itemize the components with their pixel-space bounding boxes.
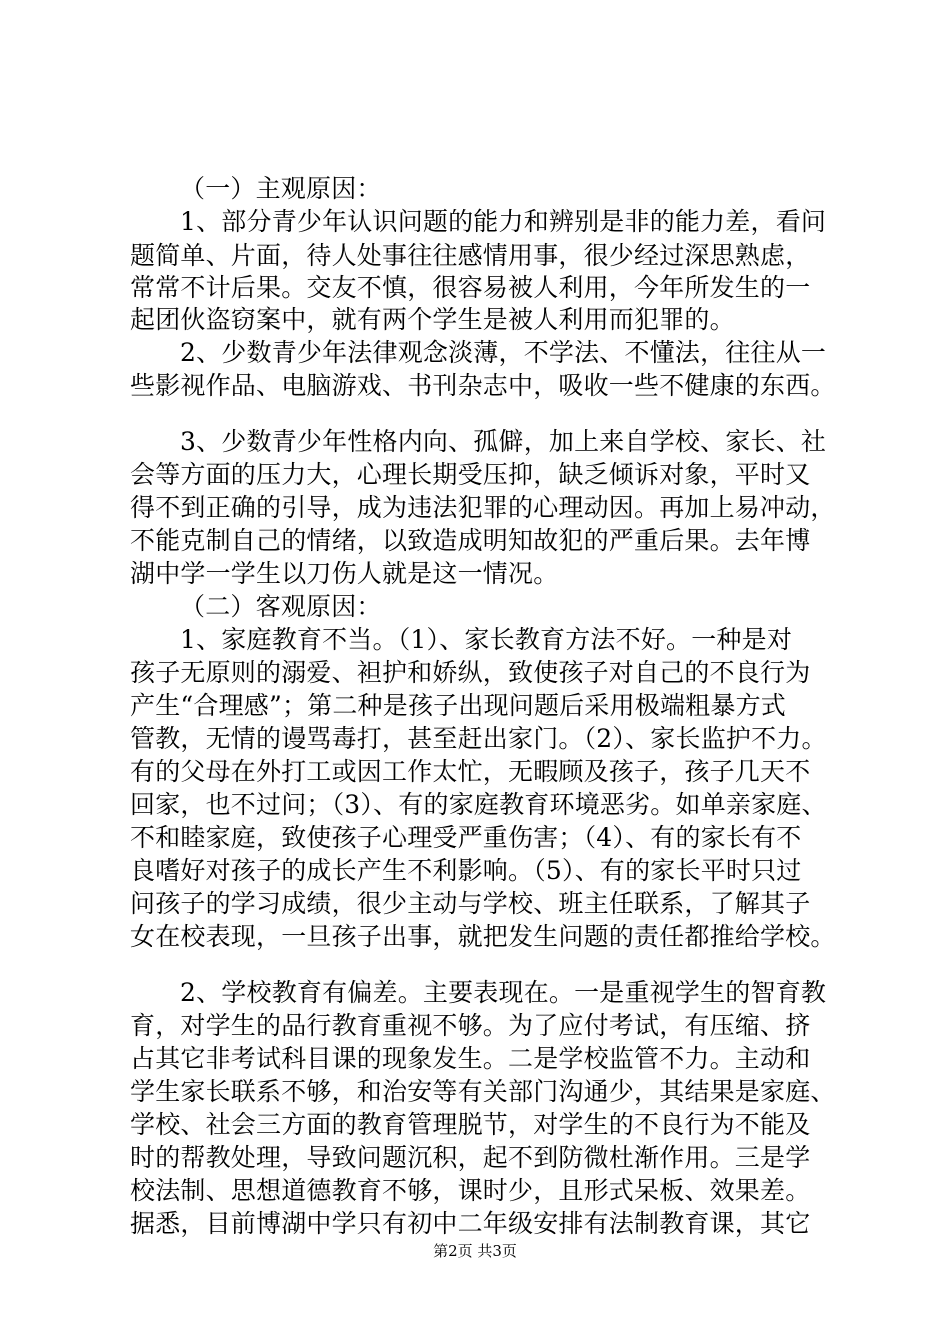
paragraph-line: 2、少数青少年法律观念淡薄，不学法、不懂法，往往从一 bbox=[180, 338, 827, 367]
heading-subjective-reasons: （一）主观原因： bbox=[180, 174, 382, 203]
paragraph-line: 育，对学生的品行教育重视不够。为了应付考试，有压缩、挤 bbox=[130, 1011, 811, 1040]
paragraph-line: 湖中学一学生以刀伤人就是这一情况。 bbox=[130, 559, 559, 588]
paragraph-line: 良嗜好对孩子的成长产生不利影响。（5）、有的家长平时只过 bbox=[130, 856, 802, 885]
paragraph-line: 女在校表现，一旦孩子出事，就把发生问题的责任都推给学校。 bbox=[130, 922, 836, 951]
paragraph-line: 问孩子的学习成绩，很少主动与学校、班主任联系，了解其子 bbox=[130, 889, 811, 918]
heading-objective-reasons: （二）客观原因： bbox=[180, 592, 382, 621]
paragraph-line: 些影视作品、电脑游戏、书刊杂志中，吸收一些不健康的东西。 bbox=[130, 371, 836, 400]
paragraph-line: 学生家长联系不够，和治安等有关部门沟通少，其结果是家庭、 bbox=[130, 1077, 836, 1106]
paragraph-line: 校法制、思想道德教育不够，课时少，且形式呆板、效果差。 bbox=[130, 1176, 811, 1205]
paragraph-line: 回家，也不过问；（3）、有的家庭教育环境恶劣。如单亲家庭、 bbox=[130, 790, 827, 819]
paragraph-line: 有的父母在外打工或因工作太忙，无暇顾及孩子，孩子几天不 bbox=[130, 757, 811, 786]
paragraph-line: 不能克制自己的情绪，以致造成明知故犯的严重后果。去年博 bbox=[130, 526, 811, 555]
paragraph-line: 1、家庭教育不当。（1）、家长教育方法不好。一种是对 bbox=[180, 625, 793, 654]
paragraph-line: 常常不计后果。交友不慎，很容易被人利用，今年所发生的一 bbox=[130, 273, 811, 302]
paragraph-line: 孩子无原则的溺爱、袒护和娇纵，致使孩子对自己的不良行为 bbox=[130, 658, 811, 687]
paragraph-line: 占其它非考试科目课的现象发生。二是学校监管不力。主动和 bbox=[130, 1044, 811, 1073]
paragraph-line: 学校、社会三方面的教育管理脱节，对学生的不良行为不能及 bbox=[130, 1110, 811, 1139]
paragraph-line: 管教，无情的谩骂毒打，甚至赶出家门。（2）、家长监护不力。 bbox=[130, 724, 827, 753]
paragraph-line: 1、部分青少年认识问题的能力和辨别是非的能力差，看问 bbox=[180, 207, 827, 236]
paragraph-line: 题简单、片面，待人处事往往感情用事，很少经过深思熟虑， bbox=[130, 241, 811, 270]
paragraph-line: 3、少数青少年性格内向、孤僻，加上来自学校、家长、社 bbox=[180, 427, 827, 456]
paragraph-line: 得不到正确的引导，成为违法犯罪的心理动因。再加上易冲动， bbox=[130, 493, 836, 522]
page-number-footer: 第2页 共3页 bbox=[433, 1242, 517, 1260]
paragraph-line: 产生“合理感”；第二种是孩子出现问题后采用极端粗暴方式 bbox=[130, 691, 786, 720]
paragraph-line: 据悉，目前博湖中学只有初中二年级安排有法制教育课，其它 bbox=[130, 1209, 811, 1238]
paragraph-line: 时的帮教处理，导致问题沉积，起不到防微杜渐作用。三是学 bbox=[130, 1143, 811, 1172]
paragraph-line: 不和睦家庭，致使孩子心理受严重伤害；（4）、有的家长有不 bbox=[130, 823, 802, 852]
paragraph-line: 会等方面的压力大，心理长期受压抑，缺乏倾诉对象，平时又 bbox=[130, 460, 811, 489]
paragraph-line: 2、学校教育有偏差。主要表现在。一是重视学生的智育教 bbox=[180, 978, 827, 1007]
paragraph-line: 起团伙盗窃案中，就有两个学生是被人利用而犯罪的。 bbox=[130, 305, 735, 334]
